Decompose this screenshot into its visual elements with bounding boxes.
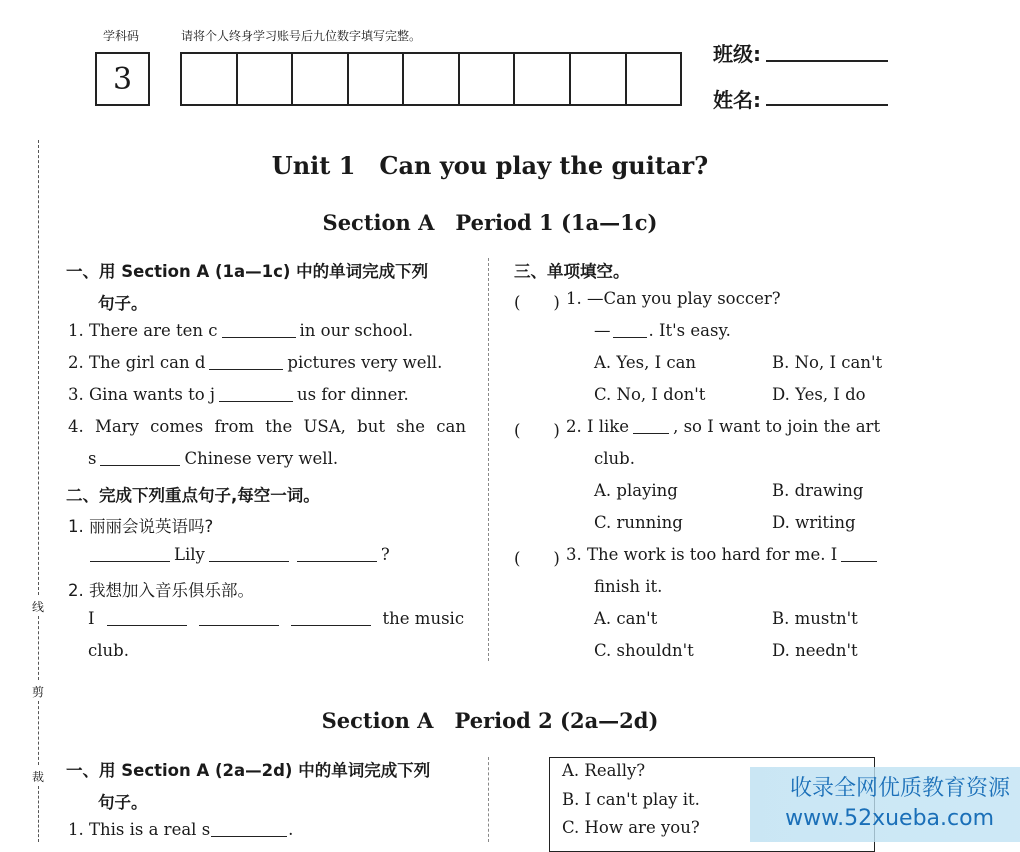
option-d[interactable]: D. Yes, I do <box>772 385 866 404</box>
question-line: I the music <box>88 609 465 628</box>
option-d[interactable]: D. needn't <box>772 641 858 660</box>
digit-cell[interactable] <box>293 54 349 104</box>
question-line: club. <box>88 641 129 660</box>
box-option-b: B. I can't play it. <box>562 790 700 809</box>
option-c[interactable]: C. shouldn't <box>594 641 694 660</box>
digit-cell[interactable] <box>627 54 681 104</box>
cut-mark-jian: 剪 <box>32 685 45 699</box>
option-b[interactable]: B. drawing <box>772 481 864 500</box>
account-instruction: 请将个人终身学习账号后九位数字填写完整。 <box>181 29 422 43</box>
question-line: Lily ? <box>86 545 390 564</box>
class-field[interactable] <box>766 60 888 62</box>
question-stem: 2. I like , so I want to join the art <box>566 417 881 436</box>
account-digit-boxes <box>180 52 682 106</box>
box-option-a: A. Really? <box>562 761 646 780</box>
option-a[interactable]: A. playing <box>594 481 678 500</box>
answer-blank[interactable] <box>219 400 293 402</box>
answer-blank[interactable] <box>841 560 877 562</box>
digit-cell[interactable] <box>515 54 571 104</box>
name-field[interactable] <box>766 104 888 106</box>
part1-heading: 一、用 Section A (2a—2d) 中的单词完成下列 <box>66 761 431 780</box>
question-line: 1. This is a real s . <box>68 820 294 839</box>
part3-heading: 三、单项填空。 <box>514 262 630 281</box>
question-line: — . It's easy. <box>594 321 731 340</box>
section-heading: Section A Period 1 (1a—1c) <box>322 210 658 235</box>
option-b[interactable]: B. mustn't <box>772 609 858 628</box>
answer-blank[interactable] <box>222 336 296 338</box>
answer-paren[interactable]: ( ) <box>514 293 560 312</box>
part1-heading-cont: 句子。 <box>98 793 148 812</box>
question-stem-cont: finish it. <box>594 577 663 596</box>
question-stem: 3. The work is too hard for me. I <box>566 545 881 564</box>
question-line: 1. 丽丽会说英语吗? <box>68 517 214 536</box>
answer-blank[interactable] <box>613 336 647 338</box>
part1-heading-cont: 句子。 <box>98 294 148 313</box>
class-label: 班级: <box>713 42 761 66</box>
question-line: s Chinese very well. <box>88 449 339 468</box>
answer-blank[interactable] <box>209 560 289 562</box>
column-divider <box>488 757 489 842</box>
watermark-url: www.52xueba.com <box>785 806 994 831</box>
answer-blank[interactable] <box>209 368 283 370</box>
cut-line <box>38 786 39 842</box>
answer-blank[interactable] <box>199 624 279 626</box>
unit-title: Unit 1 Can you play the guitar? <box>271 151 709 180</box>
answer-blank[interactable] <box>90 560 170 562</box>
answer-blank[interactable] <box>100 464 180 466</box>
question-line: 2. The girl can d pictures very well. <box>68 353 443 372</box>
digit-cell[interactable] <box>404 54 460 104</box>
watermark-text: 收录全网优质教育资源 <box>789 776 1010 801</box>
answer-blank[interactable] <box>633 432 669 434</box>
answer-blank[interactable] <box>107 624 187 626</box>
subject-code-label: 学科码 <box>103 29 140 43</box>
digit-cell[interactable] <box>182 54 238 104</box>
column-divider <box>488 258 489 661</box>
question-line: 1. There are ten c in our school. <box>68 321 414 340</box>
answer-blank[interactable] <box>211 835 287 837</box>
cut-line <box>38 616 39 680</box>
option-d[interactable]: D. writing <box>772 513 856 532</box>
cut-mark-cai: 裁 <box>32 770 45 784</box>
question-line: 2. 我想加入音乐俱乐部。 <box>68 581 254 600</box>
box-option-c: C. How are you? <box>562 818 700 837</box>
part2-heading: 二、完成下列重点句子,每空一词。 <box>66 486 320 505</box>
digit-cell[interactable] <box>349 54 405 104</box>
option-c[interactable]: C. running <box>594 513 683 532</box>
question-stem-cont: club. <box>594 449 635 468</box>
name-label: 姓名: <box>713 88 761 112</box>
question-stem: 1. —Can you play soccer? <box>566 289 781 308</box>
digit-cell[interactable] <box>571 54 627 104</box>
option-a[interactable]: A. can't <box>594 609 658 628</box>
options-box-border <box>549 757 745 758</box>
digit-cell[interactable] <box>460 54 516 104</box>
section-heading: Section A Period 2 (2a—2d) <box>321 708 659 733</box>
part1-heading: 一、用 Section A (1a—1c) 中的单词完成下列 <box>66 262 429 281</box>
answer-blank[interactable] <box>291 624 371 626</box>
options-box-border <box>745 757 875 758</box>
answer-paren[interactable]: ( ) <box>514 549 560 568</box>
answer-blank[interactable] <box>297 560 377 562</box>
answer-paren[interactable]: ( ) <box>514 421 560 440</box>
question-line: 3. Gina wants to j us for dinner. <box>68 385 409 404</box>
option-c[interactable]: C. No, I don't <box>594 385 706 404</box>
option-a[interactable]: A. Yes, I can <box>594 353 697 372</box>
digit-cell[interactable] <box>238 54 294 104</box>
question-line: 4. Mary comes from the USA, but she can <box>68 417 466 436</box>
cut-mark-xian: 线 <box>32 600 45 614</box>
option-b[interactable]: B. No, I can't <box>772 353 883 372</box>
subject-code-box[interactable]: 3 <box>95 52 150 106</box>
